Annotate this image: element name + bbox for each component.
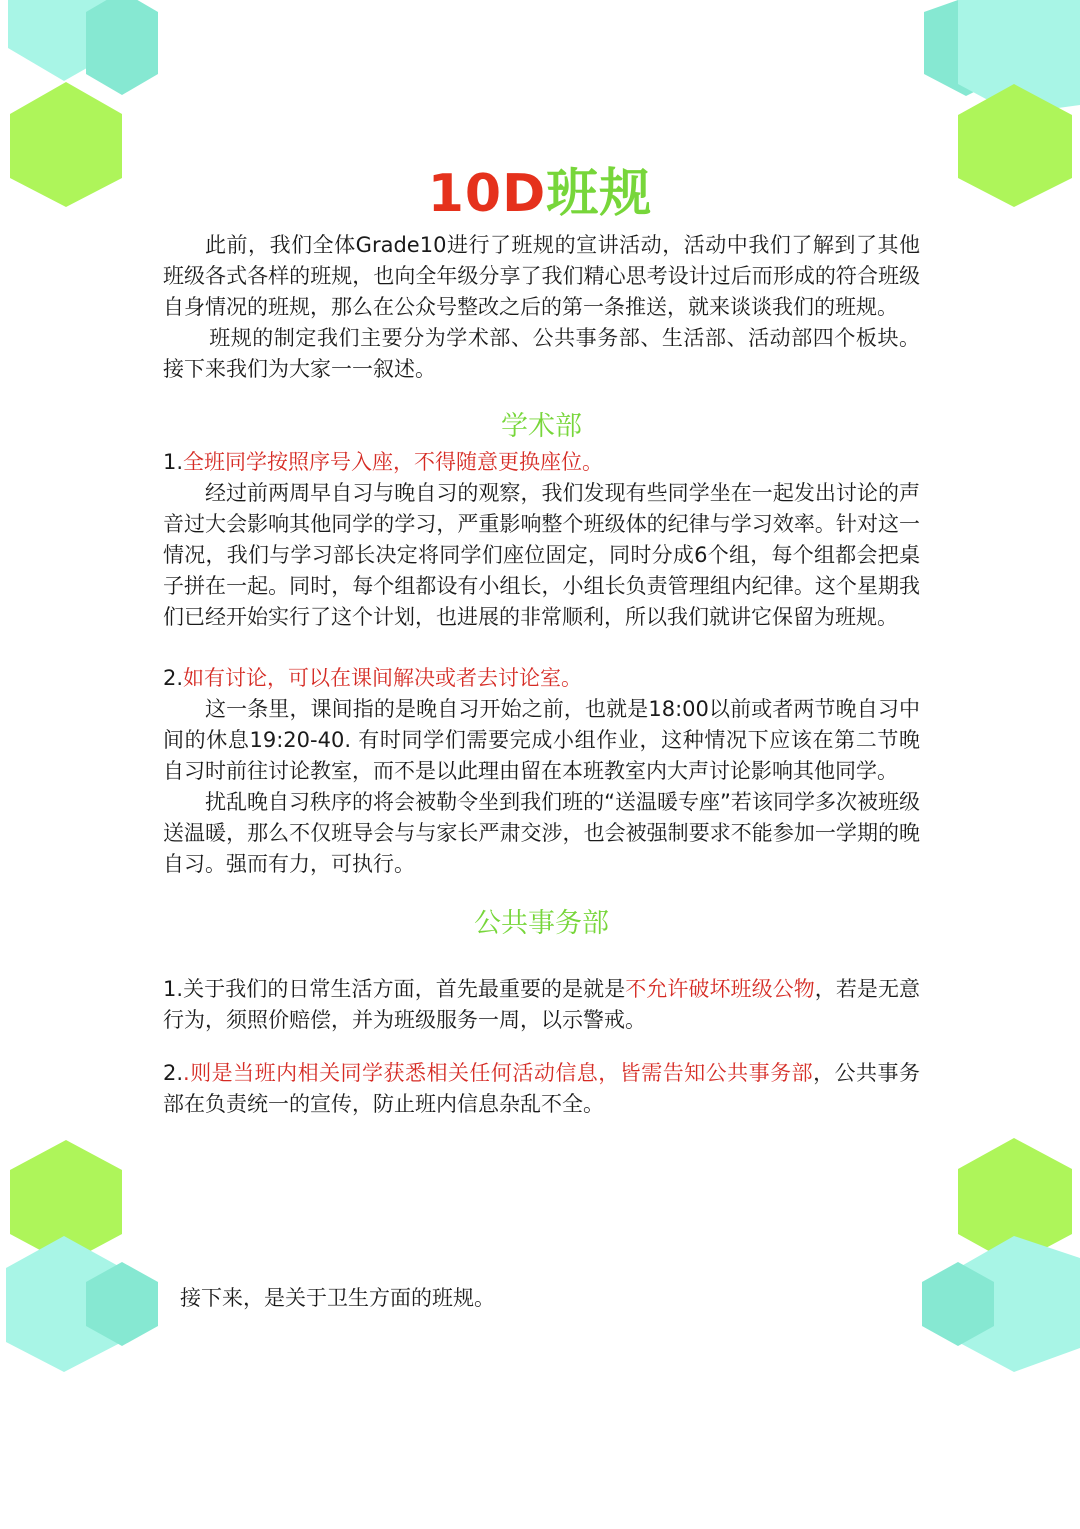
- rule-body: 经过前两周早自习与晚自习的观察，我们发现有些同学坐在一起发出讨论的声音过大会影响其他同学的学习，严重影响整个班级体的纪律与学习效率。针对这一情况，我们与学习部长决定将同学们座位固定，同时分成6个组，每个组都会把桌子拼在一起。同时，每个组都设有小组长，小组长负责管理组内纪律。这个星期我们已经开始实行了这个计划，也进展的非常顺利，所以我们就讲它保留为班规。: [163, 481, 920, 629]
- hexagon-cluster-bottom-right: [922, 1138, 1080, 1372]
- hexagon-teal: [86, 0, 158, 95]
- rule-highlight: 如有讨论，可以在课间解决或者去讨论室。: [183, 666, 583, 690]
- rule-title: [163, 663, 920, 694]
- rule-highlight: .则是当班内相关同学获悉相关任何活动信息，皆需告知公共事务部: [183, 1061, 814, 1085]
- rule-tail: ，公共事务部在负责统一的宣传，防止班内信息杂乱不全。: [163, 1061, 920, 1116]
- title-chinese: 班规: [546, 164, 653, 224]
- rule-paragraph: [163, 974, 920, 1036]
- section-heading-academic: 学术部: [501, 411, 582, 442]
- hexagon-cluster-bottom-left: [6, 1140, 158, 1372]
- rule-highlight: 不允许破坏班级公物: [625, 977, 815, 1001]
- rule-title: [163, 447, 920, 478]
- rule-paragraph: [163, 1058, 920, 1120]
- rule-lead: 2.: [163, 1061, 184, 1085]
- rule-tail: ，若是无意行为，须照价赔偿，并为班级服务一周，以示警戒。: [163, 977, 921, 1032]
- rule-body: 扰乱晚自习秩序的将会被勒令坐到我们班的“送温暖专座”若该同学多次被班级送温暖，那么不仅班导会与与家长严肃交涉，也会被强制要求不能参加一学期的晚自习。强而有力，可执行。: [163, 790, 920, 876]
- rule-number: 1.: [163, 450, 184, 474]
- rule-number: 2.: [163, 666, 184, 690]
- rule-body: 这一条里，课间指的是晚自习开始之前，也就是18:00以前或者两节晚自习中间的休息19:20-40. 有时同学们需要完成小组作业，这种情况下应该在第二节晚自习时前往讨论教室，而不是以此理由留在本班教室内大声讨论影响其他同学。: [163, 697, 920, 783]
- closing-line: 接下来，是关于卫生方面的班规。: [180, 1286, 495, 1310]
- rule-highlight: 全班同学按照序号入座，不得随意更换座位。: [183, 450, 604, 474]
- intro-paragraph: 此前，我们全体Grade10进行了班规的宣讲活动，活动中我们了解到了其他班级各式各样的班规，也向全年级分享了我们精心思考设计过后而形成的符合班级自身情况的班规，那么在公众号整改之后的第一条推送，就来谈谈我们的班规。: [163, 233, 920, 319]
- rule-lead: 1.关于我们的日常生活方面，首先最重要的是就是: [163, 977, 626, 1001]
- section-heading-public-affairs: 公共事务部: [474, 908, 609, 939]
- intro-paragraph: 班规的制定我们主要分为学术部、公共事务部、生活部、活动部四个板块。接下来我们为大家一一叙述。: [163, 326, 920, 381]
- page-title: [0, 158, 1080, 230]
- title-number: 10D: [427, 164, 547, 224]
- article-body: [163, 230, 920, 1120]
